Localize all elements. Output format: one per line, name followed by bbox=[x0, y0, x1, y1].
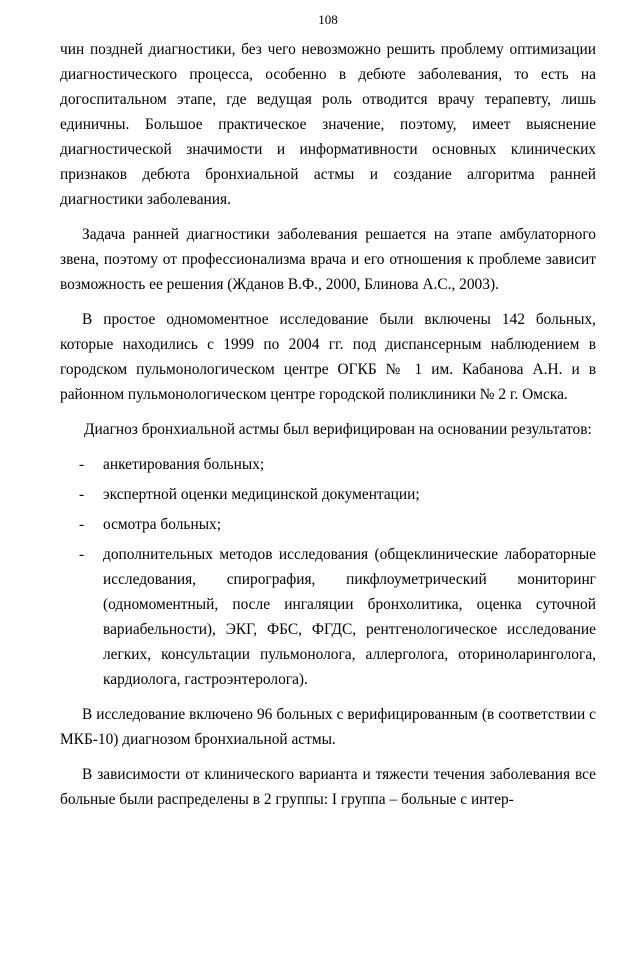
list-dash: - bbox=[79, 486, 85, 503]
list-dash: - bbox=[79, 546, 85, 563]
list-item bbox=[60, 452, 596, 477]
page-number: 108 bbox=[318, 12, 338, 27]
list-item-text: осмотра больных; bbox=[103, 516, 221, 533]
paragraph-diagnosis-verification: Диагноз бронхиальной астмы был верифицирован на основании результатов: bbox=[84, 421, 592, 438]
list-item bbox=[60, 482, 596, 507]
list-item bbox=[60, 542, 596, 692]
list-dash: - bbox=[79, 456, 85, 473]
list-item-text: анкетирования больных; bbox=[103, 456, 265, 473]
body-text bbox=[60, 37, 596, 812]
list-item-text: дополнительных методов исследования (общеклинические лабораторные исследования, спирография, пикфлоуметрический мониторинг (одномоментный, после ингаляции бронхолитика, оценка суточной вариабельности), ЭКГ, ФБС, ФГДС, рентгенологическое исследование легких, консультации пульмонолога, аллерголога, оториноларинголога, кардиолога, гастроэнтеролога). bbox=[103, 546, 596, 688]
paragraph-early-diagnosis-task: Задача ранней диагностики заболевания решается на этапе амбулаторного звена, поэтому от профессионализма врача и его отношения к проблеме зависит возможность ее решения (Жданов В.Ф., 2000, Блинова А.С., 2003). bbox=[60, 226, 596, 293]
list-item bbox=[60, 512, 596, 537]
paragraph-study-design: В простое одномоментное исследование были включены 142 больных, которые находились с 1999 по 2004 гг. под диспансерным наблюдением в городском пульмонологическом центре ОГКБ № 1 им. Кабанова А.Н. и в районном пульмонологическом центре городской поликлиники № 2 г. Омска. bbox=[60, 311, 596, 403]
paragraph-study-sample: В исследование включено 96 больных с верифицированным (в соответствии с МКБ-10) диагнозом бронхиальной астмы. bbox=[60, 706, 596, 748]
list-dash: - bbox=[79, 516, 85, 533]
paragraph-continuation: чин поздней диагностики, без чего невозможно решить проблему оптимизации диагностического процесса, особенно в дебюте заболевания, то есть на догоспитальном этапе, где ведущая роль отводится врачу терапевту, лишь единичны. Большое практическое значение, поэтому, имеет выяснение диагностической значимости и информативности основных клинических признаков дебюта бронхиальной астмы и создание алгоритма ранней диагностики заболевания. bbox=[60, 41, 596, 208]
paragraph-group-distribution: В зависимости от клинического варианта и тяжести течения заболевания все больные были распределены в 2 группы: I группа – больные с интер- bbox=[60, 766, 596, 808]
list-item-text: экспертной оценки медицинской документации; bbox=[103, 486, 420, 503]
verification-methods-list bbox=[60, 452, 596, 692]
